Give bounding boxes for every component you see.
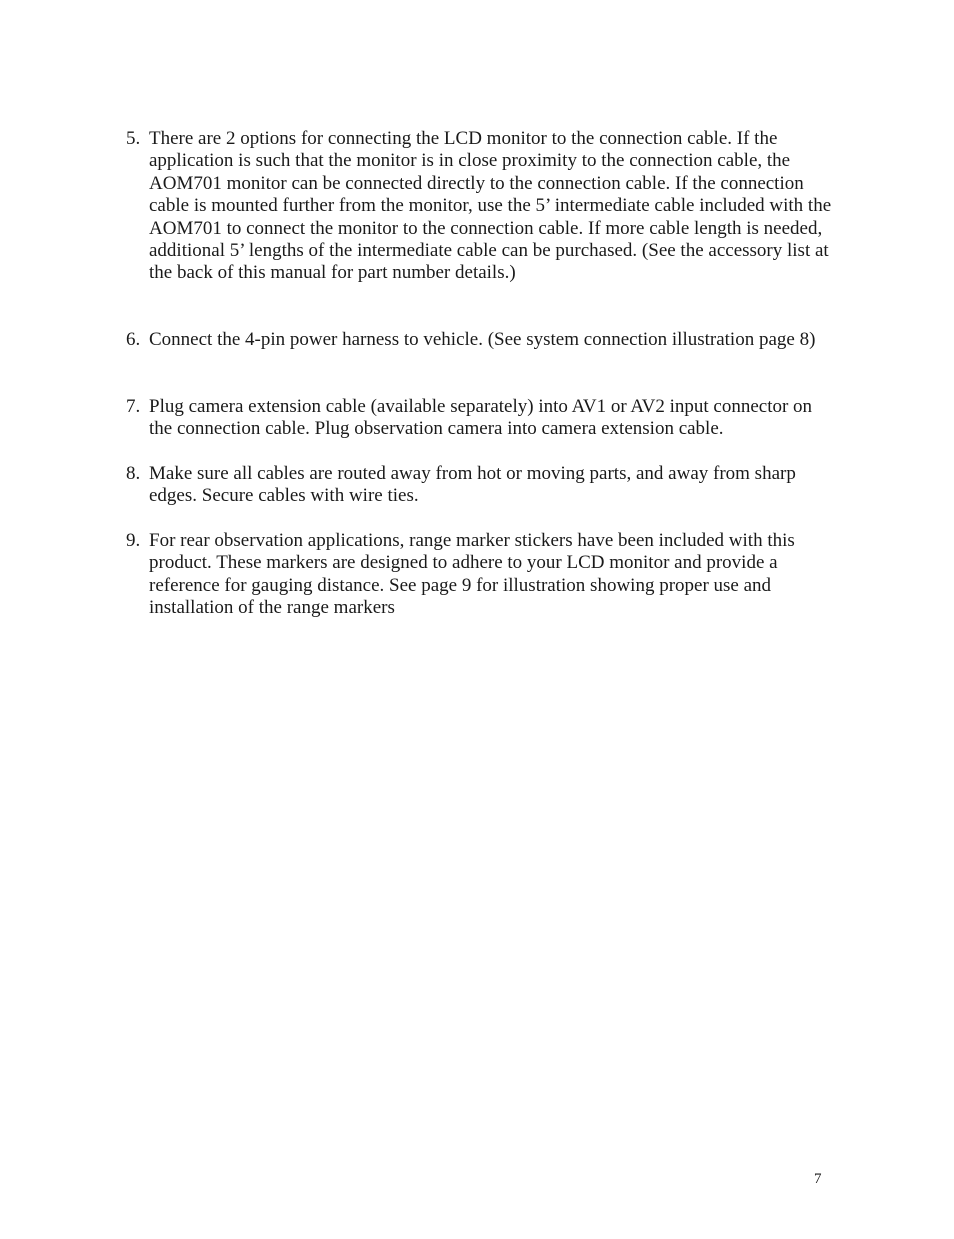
- list-item-number: 7.: [126, 396, 141, 417]
- list-item-8: [126, 463, 832, 508]
- list-item-7: [126, 396, 832, 441]
- list-item-6: [126, 329, 832, 351]
- list-item-text: Connect the 4-pin power harness to vehicle. (See system connection illustration page 8): [149, 329, 816, 350]
- list-item-text: There are 2 options for connecting the LCD monitor to the connection cable. If the application is such that the monitor is in close proximity to the connection cable, the AOM701 monitor can be connected directly to the connection cable. If the connection cable is mounted further from the monitor, use the 5’ intermediate cable included with the AOM701 to connect the monitor to the connection cable. If more cable length is needed, additional 5’ lengths of the intermediate cable can be purchased. (See the accessory list at the back of this manual for part number details.): [149, 128, 832, 284]
- list-item-number: 8.: [126, 463, 141, 484]
- list-item-text: Plug camera extension cable (available separately) into AV1 or AV2 input connector on the connection cable. Plug observation camera into camera extension cable.: [149, 396, 813, 440]
- page-number: 7: [814, 1171, 822, 1187]
- list-item-text: Make sure all cables are routed away from hot or moving parts, and away from sharp edges. Secure cables with wire ties.: [149, 463, 796, 507]
- list-item-text: For rear observation applications, range marker stickers have been included with this product. These markers are designed to adhere to your LCD monitor and provide a reference for gauging distance. See page 9 for illustration showing proper use and installation of the range markers: [149, 530, 795, 619]
- list-item-5: [126, 128, 832, 285]
- list-item-number: 6.: [126, 329, 141, 350]
- list-item-9: [126, 530, 832, 620]
- list-item-number: 5.: [126, 128, 141, 149]
- list-item-number: 9.: [126, 530, 141, 551]
